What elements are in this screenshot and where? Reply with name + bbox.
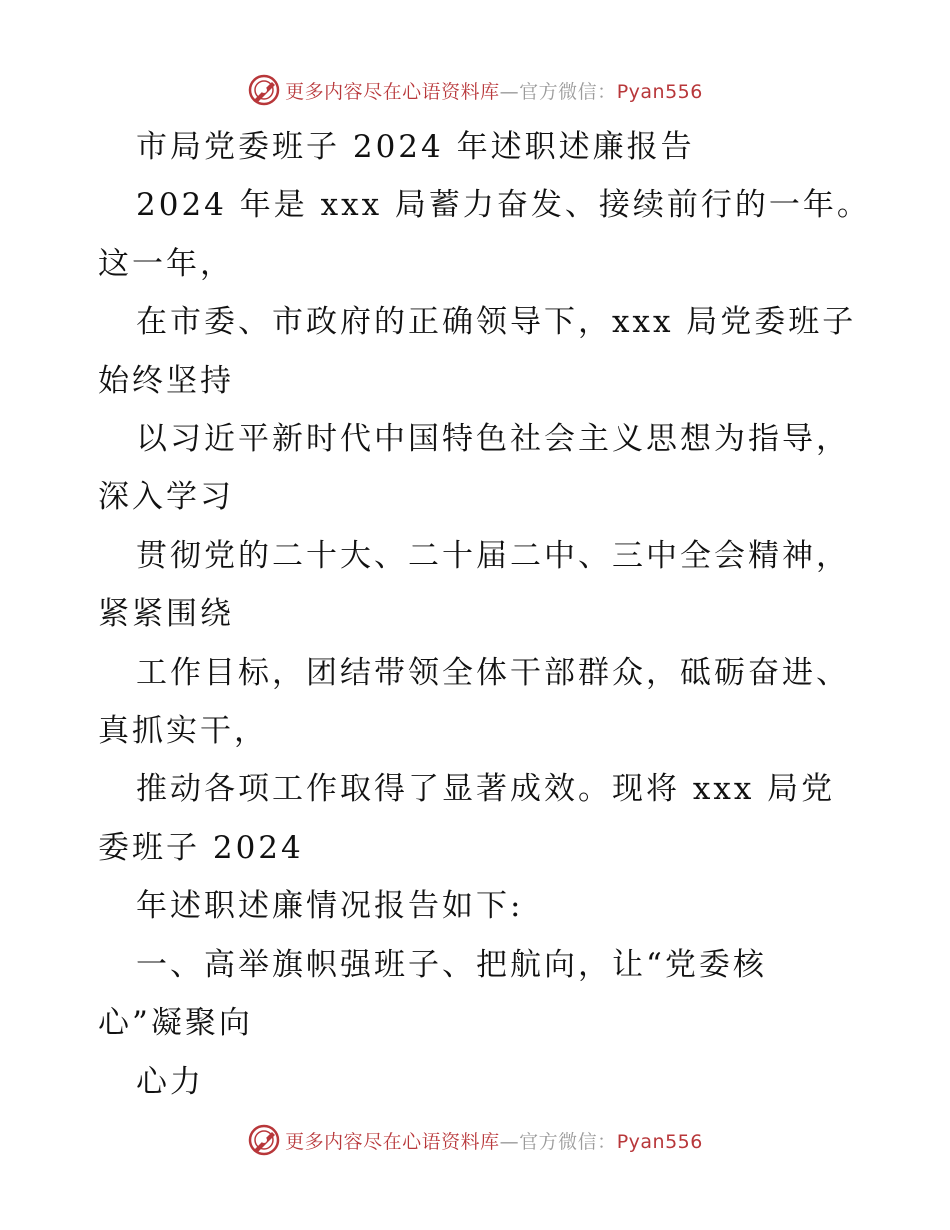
paragraph-line: 工作目标，团结带领全体干部群众，砥砺奋进、 [136, 654, 850, 691]
paragraph-line: 这一年， [98, 245, 234, 282]
watermark-text [285, 77, 703, 104]
paragraph-line: 年述职述廉情况报告如下: [136, 888, 524, 925]
watermark-wechat-id: Pyan556 [616, 80, 703, 103]
paragraph-line: 在市委、市政府的正确领导下，xxx 局党委班子 [136, 304, 857, 341]
watermark-wechat-id: Pyan556 [616, 1130, 703, 1153]
section-heading-line: 一、高举旗帜强班子、把航向，让“党委核 [136, 946, 767, 983]
paragraph-line: 贯彻党的二十大、二十届二中、三中全会精神， [136, 537, 850, 574]
paragraph-line: 深入学习 [98, 479, 234, 516]
watermark-content [247, 1123, 703, 1157]
paragraph-line: 紧紧围绕 [98, 596, 234, 633]
watermark-label: 官方微信： [519, 80, 617, 103]
paragraph-line: 始终坚持 [98, 362, 234, 399]
watermark-brand: 更多内容尽在心语资料库 [285, 1130, 500, 1153]
paragraph-line: 委班子 2024 [98, 829, 304, 866]
red-seal-emblem-icon [247, 73, 281, 107]
paragraph-line: 2024 年是 xxx 局蓄力奋发、接续前行的一年。 [136, 187, 871, 224]
document-body [98, 118, 871, 1111]
paragraph-line: 推动各项工作取得了显著成效。现将 xxx 局党 [136, 771, 836, 808]
watermark-label: 官方微信： [519, 1130, 617, 1153]
watermark-text [285, 1127, 703, 1154]
watermark-dash: — [499, 80, 520, 103]
header-watermark [0, 70, 950, 110]
watermark-dash: — [499, 1130, 520, 1153]
watermark-content [247, 73, 703, 107]
section-heading-line: 心”凝聚向 [98, 1005, 253, 1042]
document-title: 市局党委班子 2024 年述职述廉报告 [136, 129, 695, 165]
footer-watermark [0, 1120, 950, 1160]
paragraph-line: 真抓实干， [98, 713, 268, 750]
watermark-brand: 更多内容尽在心语资料库 [285, 80, 500, 103]
section-heading-line: 心力 [136, 1063, 204, 1100]
red-seal-emblem-icon [247, 1123, 281, 1157]
paragraph-line: 以习近平新时代中国特色社会主义思想为指导， [136, 421, 850, 458]
